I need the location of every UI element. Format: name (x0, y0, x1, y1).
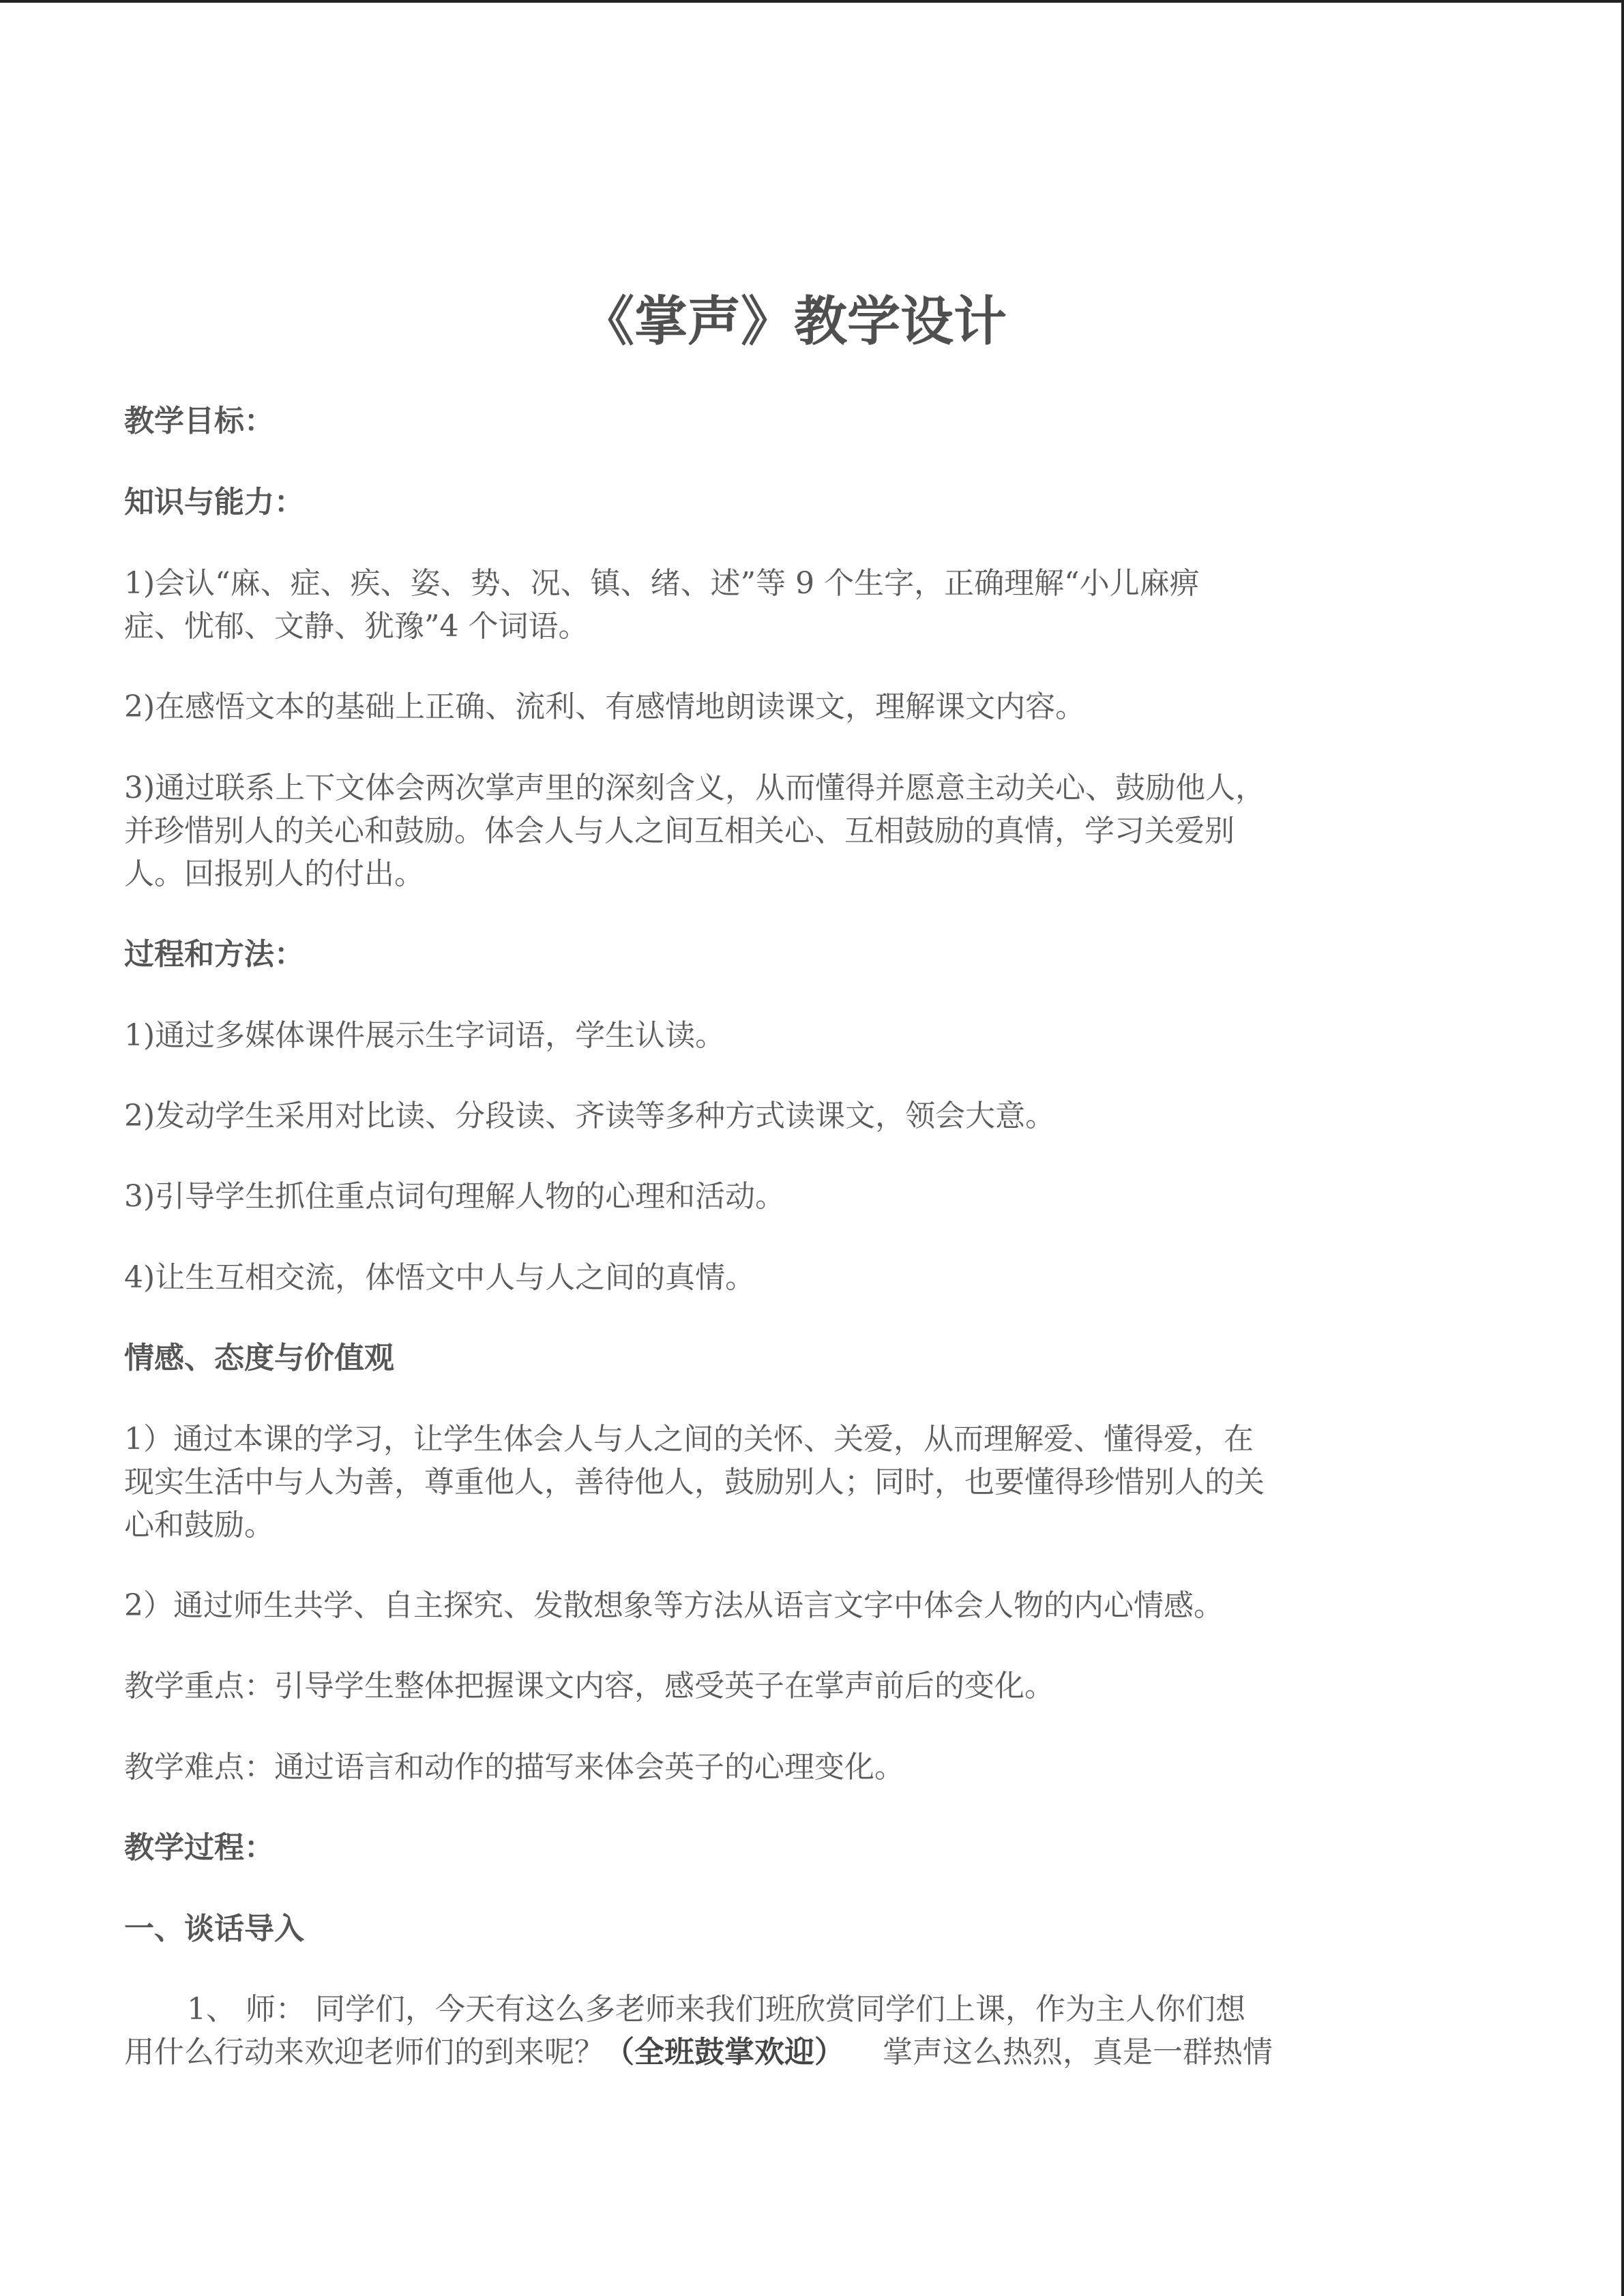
section-one-paragraph (124, 1988, 1379, 2074)
objectives-heading: 教学目标： (124, 404, 274, 438)
emotion-item-1-line-1: 1）通过本课的学习，让学生体会人与人之间的关怀、关爱，从而理解爱、懂得爱，在 (124, 1422, 1254, 1457)
emotion-heading: 情感、态度与价值观 (124, 1341, 394, 1375)
process-item-2: 2)发动学生采用对比读、分段读、齐读等多种方式读课文，领会大意。 (124, 1099, 1056, 1133)
section-one-line-2-start: 用什么行动来欢迎老师们的到来呢？ (124, 2035, 604, 2070)
emotion-item-2: 2）通过师生共学、自主探究、发散想象等方法从语言文字中体会人物的内心情感。 (124, 1588, 1224, 1623)
section-one-line-1: 1、 师： 同学们，今天有这么多老师来我们班欣赏同学们上课，作为主人你们想 (187, 1992, 1245, 2027)
knowledge-item-3-line-3: 人。回报别人的付出。 (124, 856, 424, 891)
key-point: 教学重点：引导学生整体把握课文内容，感受英子在掌声前后的变化。 (124, 1669, 1054, 1703)
page-top-border (0, 0, 1624, 3)
knowledge-item-1 (124, 562, 1379, 648)
knowledge-item-2 (124, 685, 1379, 728)
process-item-4: 4)让生互相交流，体悟文中人与人之间的真情。 (124, 1260, 756, 1295)
teaching-process-heading: 教学过程： (124, 1830, 274, 1865)
knowledge-item-1-line-2: 症、忧郁、文静、犹豫”4 个词语。 (124, 609, 589, 644)
section-one-line-2-bold: （全班鼓掌欢迎） (604, 2035, 844, 2070)
knowledge-heading: 知识与能力： (124, 485, 304, 520)
emotion-item-1 (124, 1418, 1379, 1547)
section-one-line-2-end: 掌声这么热烈，真是一群热情 (844, 2035, 1273, 2070)
knowledge-item-2-line-1: 2)在感悟文本的基础上正确、流利、有感情地朗读课文，理解课文内容。 (124, 689, 1086, 724)
knowledge-item-3-line-2: 并珍惜别人的关心和鼓励。体会人与人之间互相关心、互相鼓励的真情，学习关爱别 (124, 814, 1235, 848)
emotion-item-1-line-2: 现实生活中与人为善，尊重他人，善待他人，鼓励别人；同时，也要懂得珍惜别人的关 (124, 1465, 1265, 1500)
knowledge-item-3-line-1: 3)通过联系上下文体会两次掌声里的深刻含义，从而懂得并愿意主动关心、鼓励他人， (124, 771, 1266, 805)
section-one-heading: 一、谈话导入 (124, 1911, 304, 1946)
knowledge-item-1-line-1: 1)会认“麻、症、疾、姿、势、况、镇、绪、述”等 9 个生字，正确理解“小儿麻痹 (124, 566, 1200, 601)
difficult-point: 教学难点：通过语言和动作的描写来体会英子的心理变化。 (124, 1750, 904, 1785)
process-item-1: 1)通过多媒体课件展示生字词语，学生认读。 (124, 1018, 726, 1053)
process-heading: 过程和方法： (124, 937, 304, 972)
document-title: 《掌声》教学设计 (581, 291, 1007, 353)
process-item-3: 3)引导学生抓住重点词句理解人物的心理和活动。 (124, 1179, 786, 1214)
emotion-item-1-line-3: 心和鼓励。 (124, 1508, 274, 1542)
page-right-border (1621, 0, 1624, 2296)
knowledge-item-3 (124, 766, 1379, 895)
section-one-line-2 (124, 2031, 1379, 2074)
